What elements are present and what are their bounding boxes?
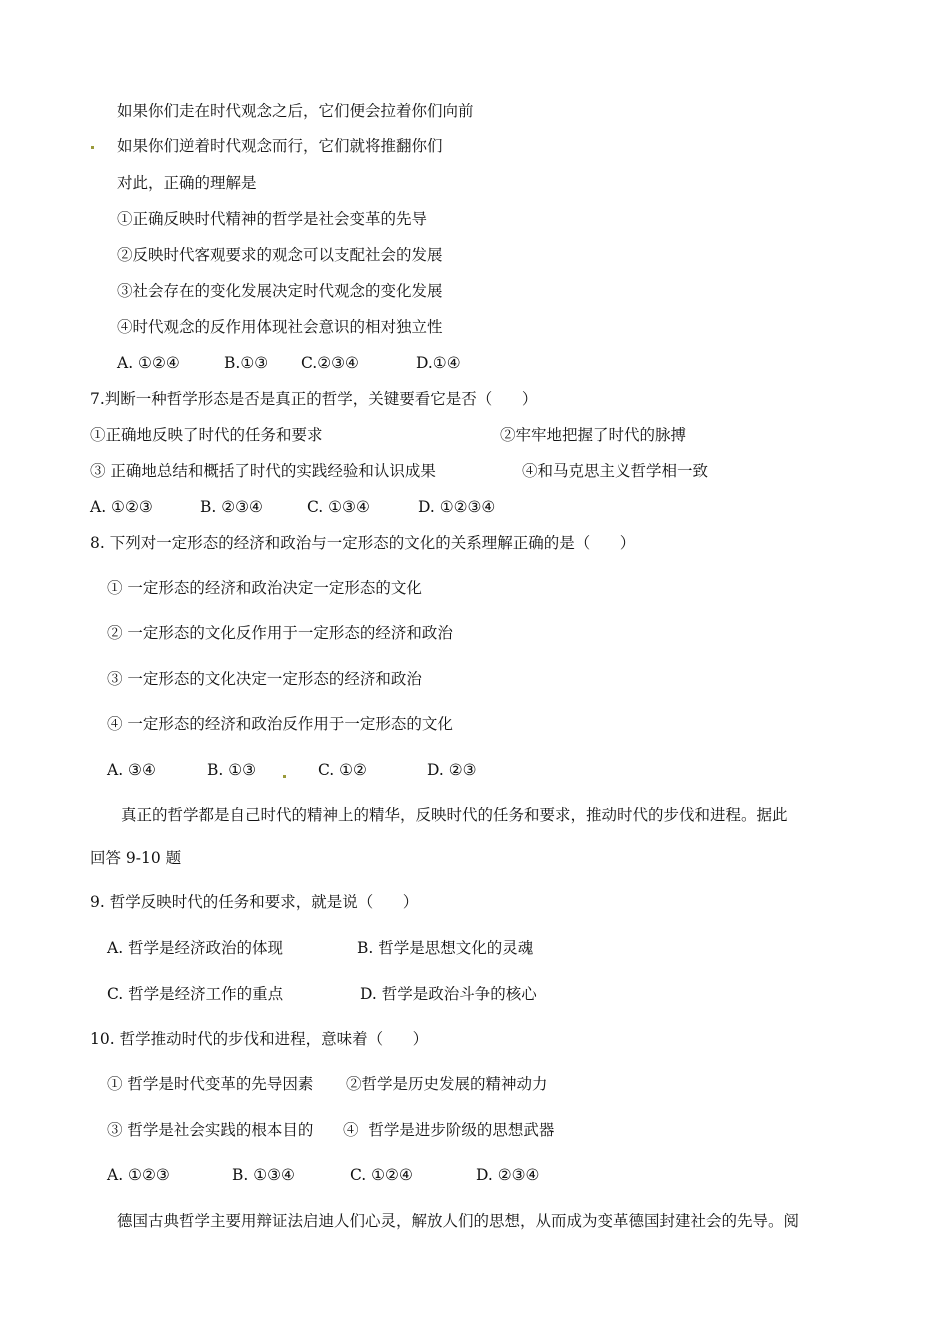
q7-statement-1: ①正确地反映了时代的任务和要求 [90, 426, 323, 444]
q9-option-d: D. 哲学是政治斗争的核心 [360, 985, 537, 1003]
passage-next: 德国古典哲学主要用辩证法启迪人们心灵，解放人们的思想，从而成为变革德国封建社会的先导。阅 [117, 1212, 800, 1230]
passage-9-10: 真正的哲学都是自己时代的精神上的精华，反映时代的任务和要求，推动时代的步伐和进程。据此 [121, 806, 788, 824]
q7-option-b: B. ②③④ [200, 498, 263, 516]
q7-option-d: D. ①②③④ [418, 498, 496, 516]
quote-line-1: 如果你们走在时代观念之后，它们便会拉着你们向前 [117, 102, 474, 120]
q7-statement-4: ④和马克思主义哲学相一致 [522, 462, 709, 480]
q6-stem: 对此，正确的理解是 [117, 174, 257, 192]
q9-option-b: B. 哲学是思想文化的灵魂 [357, 939, 534, 957]
q7-statement-3: ③ 正确地总结和概括了时代的实践经验和认识成果 [90, 462, 436, 480]
q10-statement-2: ②哲学是历史发展的精神动力 [346, 1075, 548, 1093]
passage-9-10-continued: 回答 9-10 题 [90, 849, 182, 867]
q10-option-b: B. ①③④ [232, 1166, 295, 1184]
q8-option-b: B. ①③ [207, 761, 257, 779]
q8-option-c: C. ①② [318, 761, 367, 779]
scan-speck [91, 146, 94, 149]
q6-option-d: D.①④ [416, 354, 461, 372]
q9-option-c: C. 哲学是经济工作的重点 [107, 985, 284, 1003]
q8-statement-1: ① 一定形态的经济和政治决定一定形态的文化 [107, 579, 422, 597]
q8-stem: 8. 下列对一定形态的经济和政治与一定形态的文化的关系理解正确的是（ ） [90, 534, 636, 552]
q10-option-c: C. ①②④ [350, 1166, 413, 1184]
q7-option-a: A. ①②③ [90, 498, 153, 516]
q7-stem: 7.判断一种哲学形态是否是真正的哲学，关键要看它是否（ ） [90, 390, 538, 408]
q6-option-c: C.②③④ [301, 354, 359, 372]
q10-statement-3: ③ 哲学是社会实践的根本目的 [107, 1121, 314, 1139]
q9-option-a: A. 哲学是经济政治的体现 [107, 939, 284, 957]
q6-statement-4: ④时代观念的反作用体现社会意识的相对独立性 [117, 318, 443, 336]
q6-option-a: A. ①②④ [117, 354, 180, 372]
q6-statement-3: ③社会存在的变化发展决定时代观念的变化发展 [117, 282, 443, 300]
quote-line-2: 如果你们逆着时代观念而行，它们就将推翻你们 [117, 137, 443, 155]
scan-speck [283, 775, 286, 778]
q10-option-a: A. ①②③ [107, 1166, 170, 1184]
q8-option-a: A. ③④ [107, 761, 156, 779]
q7-option-c: C. ①③④ [307, 498, 370, 516]
q8-statement-3: ③ 一定形态的文化决定一定形态的经济和政治 [107, 670, 422, 688]
q6-option-b: B.①③ [224, 354, 269, 372]
q10-option-d: D. ②③④ [476, 1166, 540, 1184]
q9-stem: 9. 哲学反映时代的任务和要求，就是说（ ） [90, 893, 419, 911]
q6-statement-1: ①正确反映时代精神的哲学是社会变革的先导 [117, 210, 428, 228]
q7-statement-2: ②牢牢地把握了时代的脉搏 [500, 426, 687, 444]
q8-option-d: D. ②③ [427, 761, 477, 779]
q10-stem: 10. 哲学推动时代的步伐和进程，意味着（ ） [90, 1030, 429, 1048]
q6-statement-2: ②反映时代客观要求的观念可以支配社会的发展 [117, 246, 443, 264]
q8-statement-4: ④ 一定形态的经济和政治反作用于一定形态的文化 [107, 715, 453, 733]
q8-statement-2: ② 一定形态的文化反作用于一定形态的经济和政治 [107, 624, 453, 642]
q10-statement-4: ④ 哲学是进步阶级的思想武器 [343, 1121, 555, 1139]
q10-statement-1: ① 哲学是时代变革的先导因素 [107, 1075, 314, 1093]
